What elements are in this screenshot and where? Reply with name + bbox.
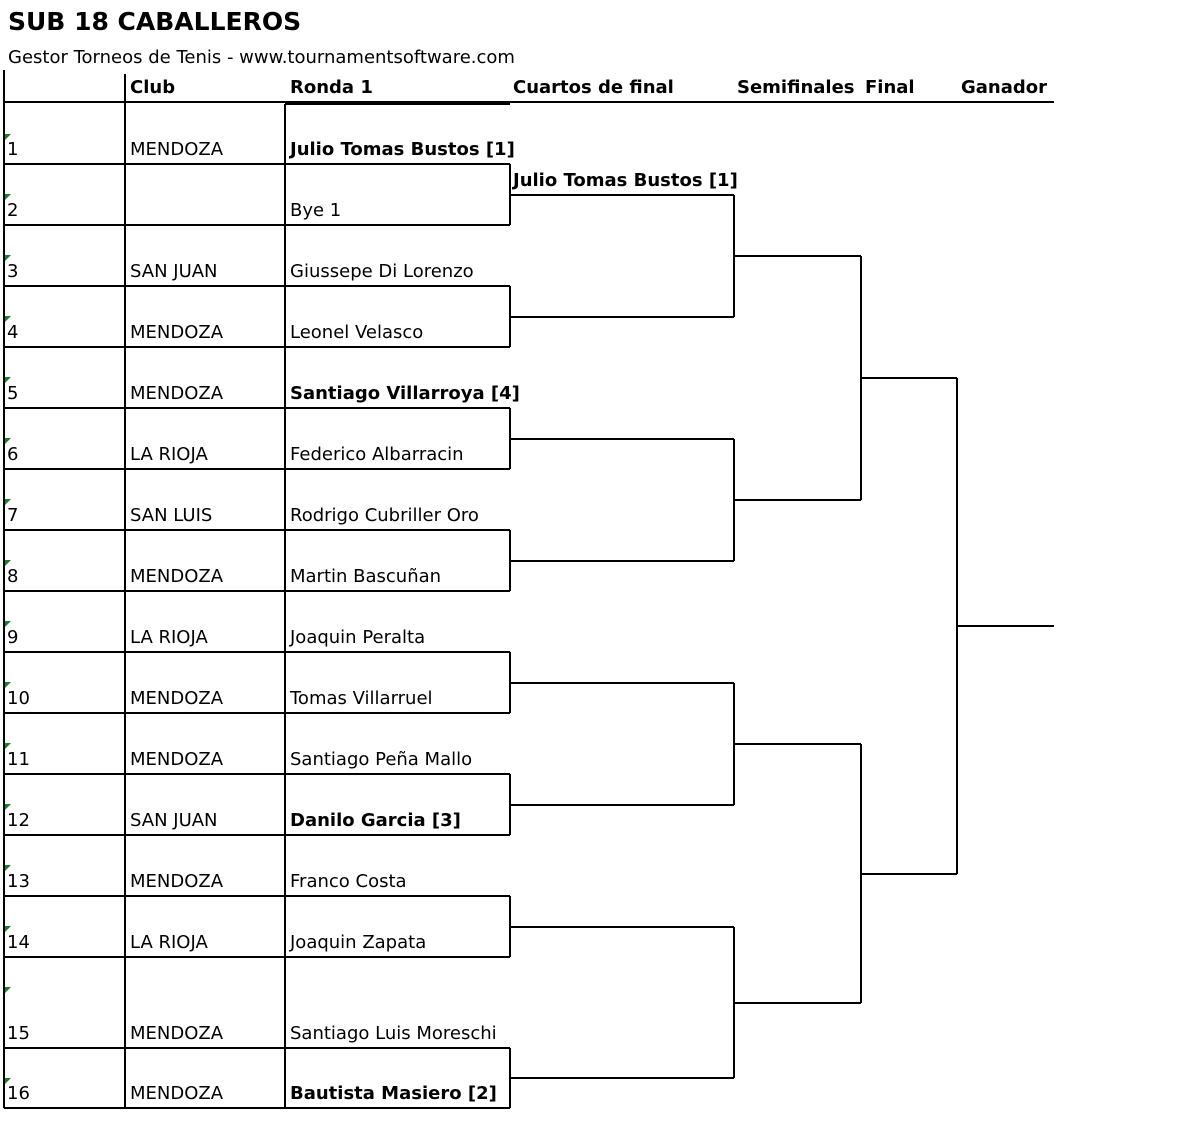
player-name: Martin Bascuñan xyxy=(290,566,442,587)
player-name: Tomas Villarruel xyxy=(290,688,433,709)
player-name: Julio Tomas Bustos [1] xyxy=(290,139,515,160)
player-name: Rodrigo Cubriller Oro xyxy=(290,505,479,526)
header-semifinales: Semifinales xyxy=(737,77,855,98)
player-number: 12 xyxy=(7,810,30,831)
player-number: 7 xyxy=(7,505,19,526)
player-name: Bye 1 xyxy=(290,200,342,221)
player-number: 16 xyxy=(7,1083,30,1104)
player-club: MENDOZA xyxy=(130,688,224,709)
player-name: Bautista Masiero [2] xyxy=(290,1083,497,1104)
player-club: LA RIOJA xyxy=(130,932,208,953)
player-name: Federico Albarracin xyxy=(290,444,464,465)
player-number: 14 xyxy=(7,932,30,953)
player-name: Joaquin Peralta xyxy=(290,627,426,648)
player-number: 3 xyxy=(7,261,19,282)
player-number: 2 xyxy=(7,200,19,221)
player-name: Santiago Villarroya [4] xyxy=(290,383,520,404)
player-club: MENDOZA xyxy=(130,566,224,587)
page-title: SUB 18 CABALLEROS xyxy=(8,7,302,36)
player-club: MENDOZA xyxy=(130,322,224,343)
player-name: Joaquin Zapata xyxy=(290,932,427,953)
player-number: 4 xyxy=(7,322,19,343)
page-subtitle: Gestor Torneos de Tenis - www.tournamentsoftware.com xyxy=(8,47,515,68)
player-club: MENDOZA xyxy=(130,749,224,770)
player-club: LA RIOJA xyxy=(130,627,208,648)
player-name: Giussepe Di Lorenzo xyxy=(290,261,474,282)
player-number: 11 xyxy=(7,749,30,770)
player-club: MENDOZA xyxy=(130,1023,224,1044)
player-club: MENDOZA xyxy=(130,139,224,160)
quarterfinal-player: Julio Tomas Bustos [1] xyxy=(513,170,738,191)
player-club: SAN JUAN xyxy=(130,261,218,282)
player-club: MENDOZA xyxy=(130,1083,224,1104)
header-club: Club xyxy=(130,77,176,98)
header-cuartos: Cuartos de final xyxy=(513,77,674,98)
player-number: 9 xyxy=(7,627,19,648)
player-number: 1 xyxy=(7,139,19,160)
header-final: Final xyxy=(865,77,915,98)
player-name: Leonel Velasco xyxy=(290,322,424,343)
player-name: Santiago Peña Mallo xyxy=(290,749,473,770)
player-club: MENDOZA xyxy=(130,383,224,404)
player-club: SAN JUAN xyxy=(130,810,218,831)
header-ronda-1: Ronda 1 xyxy=(290,77,373,98)
player-number: 6 xyxy=(7,444,19,465)
player-club: SAN LUIS xyxy=(130,505,213,526)
player-name: Danilo Garcia [3] xyxy=(290,810,461,831)
player-number: 10 xyxy=(7,688,30,709)
player-club: MENDOZA xyxy=(130,871,224,892)
player-club: LA RIOJA xyxy=(130,444,208,465)
player-number: 13 xyxy=(7,871,30,892)
player-number: 8 xyxy=(7,566,19,587)
header-ganador: Ganador xyxy=(961,77,1048,98)
player-number: 15 xyxy=(7,1023,30,1044)
cell-comment-marker-icon xyxy=(5,987,11,993)
player-name: Santiago Luis Moreschi xyxy=(290,1023,497,1044)
player-number: 5 xyxy=(7,383,19,404)
player-name: Franco Costa xyxy=(290,871,407,892)
